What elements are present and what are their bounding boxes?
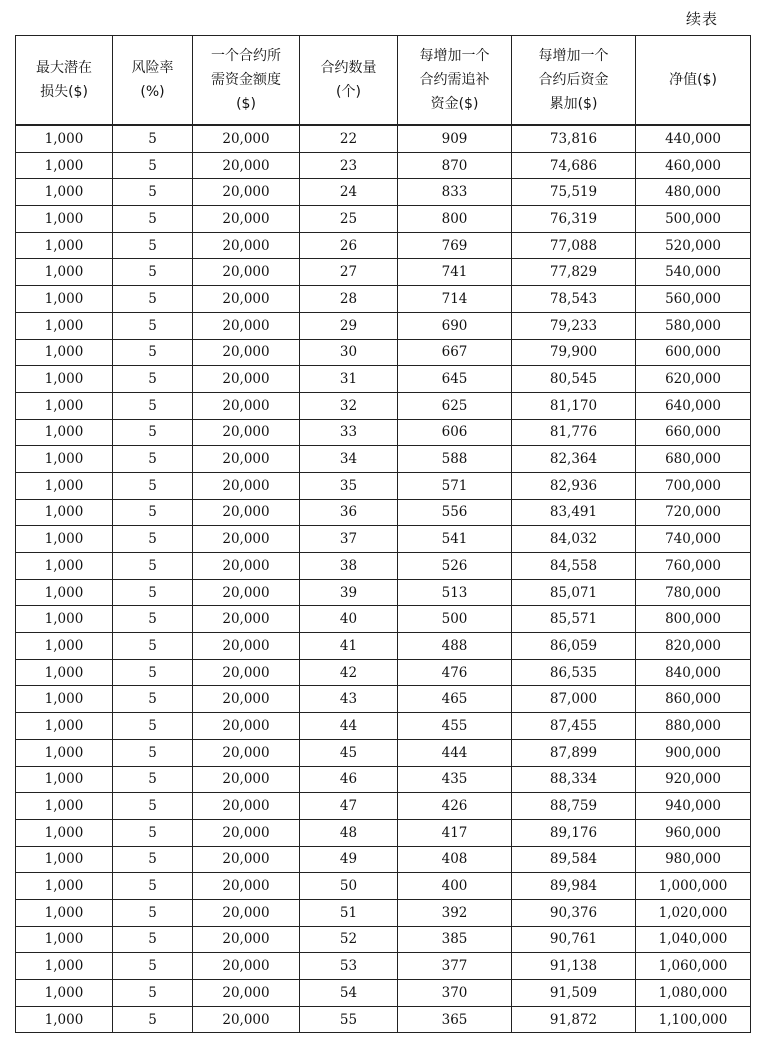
cell-risk-rate: 5: [113, 419, 193, 446]
cell-max-potential-loss: 1,000: [16, 206, 113, 233]
cell-max-potential-loss: 1,000: [16, 980, 113, 1007]
cell-max-potential-loss: 1,000: [16, 499, 113, 526]
table-row: [16, 793, 751, 820]
cell-max-potential-loss: 1,000: [16, 659, 113, 686]
cell-contract-count: 30: [300, 339, 398, 366]
cell-risk-rate: 5: [113, 793, 193, 820]
table-row: [16, 232, 751, 259]
cell-contract-count: 23: [300, 152, 398, 179]
cell-contract-count: 43: [300, 686, 398, 713]
cell-contract-count: 47: [300, 793, 398, 820]
cell-additional-capital: 500: [398, 606, 512, 633]
cell-additional-capital: 870: [398, 152, 512, 179]
cell-additional-capital: 667: [398, 339, 512, 366]
cell-contract-count: 32: [300, 392, 398, 419]
cell-max-potential-loss: 1,000: [16, 152, 113, 179]
cell-contract-count: 52: [300, 926, 398, 953]
cell-max-potential-loss: 1,000: [16, 366, 113, 393]
cell-capital-per-contract: 20,000: [193, 899, 300, 926]
cell-net-value: 840,000: [636, 659, 751, 686]
table-row: [16, 286, 751, 313]
table-row: [16, 419, 751, 446]
table-row: [16, 259, 751, 286]
cell-cumulative-capital: 90,761: [512, 926, 636, 953]
cell-max-potential-loss: 1,000: [16, 312, 113, 339]
cell-risk-rate: 5: [113, 259, 193, 286]
cell-net-value: 920,000: [636, 766, 751, 793]
cell-cumulative-capital: 85,071: [512, 579, 636, 606]
cell-contract-count: 49: [300, 846, 398, 873]
contract-capital-table: [15, 35, 751, 1033]
cell-capital-per-contract: 20,000: [193, 579, 300, 606]
cell-net-value: 940,000: [636, 793, 751, 820]
cell-net-value: 1,040,000: [636, 926, 751, 953]
cell-capital-per-contract: 20,000: [193, 419, 300, 446]
cell-cumulative-capital: 74,686: [512, 152, 636, 179]
cell-cumulative-capital: 77,088: [512, 232, 636, 259]
cell-cumulative-capital: 84,032: [512, 526, 636, 553]
cell-capital-per-contract: 20,000: [193, 446, 300, 473]
table-row: [16, 179, 751, 206]
cell-risk-rate: 5: [113, 472, 193, 499]
cell-risk-rate: 5: [113, 873, 193, 900]
cell-net-value: 500,000: [636, 206, 751, 233]
table-row: [16, 472, 751, 499]
cell-risk-rate: 5: [113, 499, 193, 526]
cell-cumulative-capital: 91,138: [512, 953, 636, 980]
table-row: [16, 873, 751, 900]
cell-contract-count: 33: [300, 419, 398, 446]
cell-max-potential-loss: 1,000: [16, 472, 113, 499]
cell-risk-rate: 5: [113, 980, 193, 1007]
cell-net-value: 600,000: [636, 339, 751, 366]
cell-capital-per-contract: 20,000: [193, 499, 300, 526]
cell-max-potential-loss: 1,000: [16, 633, 113, 660]
cell-capital-per-contract: 20,000: [193, 980, 300, 1007]
cell-capital-per-contract: 20,000: [193, 766, 300, 793]
cell-contract-count: 44: [300, 713, 398, 740]
cell-risk-rate: 5: [113, 579, 193, 606]
cell-capital-per-contract: 20,000: [193, 793, 300, 820]
cell-contract-count: 42: [300, 659, 398, 686]
cell-additional-capital: 465: [398, 686, 512, 713]
table-row: [16, 206, 751, 233]
cell-additional-capital: 571: [398, 472, 512, 499]
cell-capital-per-contract: 20,000: [193, 125, 300, 152]
cell-capital-per-contract: 20,000: [193, 366, 300, 393]
cell-cumulative-capital: 87,000: [512, 686, 636, 713]
table-row: [16, 659, 751, 686]
cell-risk-rate: 5: [113, 899, 193, 926]
table-row: [16, 446, 751, 473]
cell-contract-count: 50: [300, 873, 398, 900]
cell-max-potential-loss: 1,000: [16, 526, 113, 553]
table-row: [16, 392, 751, 419]
cell-additional-capital: 392: [398, 899, 512, 926]
cell-net-value: 980,000: [636, 846, 751, 873]
cell-max-potential-loss: 1,000: [16, 232, 113, 259]
cell-net-value: 580,000: [636, 312, 751, 339]
cell-net-value: 700,000: [636, 472, 751, 499]
cell-additional-capital: 741: [398, 259, 512, 286]
cell-contract-count: 40: [300, 606, 398, 633]
cell-risk-rate: 5: [113, 926, 193, 953]
cell-net-value: 680,000: [636, 446, 751, 473]
cell-risk-rate: 5: [113, 339, 193, 366]
cell-additional-capital: 606: [398, 419, 512, 446]
cell-risk-rate: 5: [113, 739, 193, 766]
header-contract-count: 合约数量 (个): [300, 36, 398, 126]
cell-max-potential-loss: 1,000: [16, 819, 113, 846]
cell-contract-count: 25: [300, 206, 398, 233]
cell-contract-count: 38: [300, 553, 398, 580]
table-row: [16, 339, 751, 366]
cell-capital-per-contract: 20,000: [193, 739, 300, 766]
cell-contract-count: 53: [300, 953, 398, 980]
cell-net-value: 440,000: [636, 125, 751, 152]
cell-net-value: 780,000: [636, 579, 751, 606]
cell-max-potential-loss: 1,000: [16, 713, 113, 740]
cell-additional-capital: 645: [398, 366, 512, 393]
cell-net-value: 960,000: [636, 819, 751, 846]
cell-contract-count: 54: [300, 980, 398, 1007]
cell-max-potential-loss: 1,000: [16, 899, 113, 926]
cell-contract-count: 35: [300, 472, 398, 499]
cell-net-value: 740,000: [636, 526, 751, 553]
table-row: [16, 713, 751, 740]
cell-capital-per-contract: 20,000: [193, 259, 300, 286]
cell-cumulative-capital: 73,816: [512, 125, 636, 152]
cell-contract-count: 28: [300, 286, 398, 313]
cell-capital-per-contract: 20,000: [193, 953, 300, 980]
cell-additional-capital: 541: [398, 526, 512, 553]
cell-additional-capital: 435: [398, 766, 512, 793]
cell-additional-capital: 444: [398, 739, 512, 766]
table-body: [16, 125, 751, 1033]
cell-net-value: 820,000: [636, 633, 751, 660]
cell-max-potential-loss: 1,000: [16, 392, 113, 419]
cell-net-value: 520,000: [636, 232, 751, 259]
cell-capital-per-contract: 20,000: [193, 846, 300, 873]
cell-contract-count: 51: [300, 899, 398, 926]
cell-cumulative-capital: 84,558: [512, 553, 636, 580]
cell-max-potential-loss: 1,000: [16, 579, 113, 606]
cell-capital-per-contract: 20,000: [193, 392, 300, 419]
table-row: [16, 553, 751, 580]
cell-cumulative-capital: 90,376: [512, 899, 636, 926]
cell-net-value: 900,000: [636, 739, 751, 766]
table-row: [16, 980, 751, 1007]
cell-risk-rate: 5: [113, 206, 193, 233]
cell-additional-capital: 365: [398, 1006, 512, 1033]
cell-additional-capital: 588: [398, 446, 512, 473]
cell-risk-rate: 5: [113, 392, 193, 419]
cell-net-value: 860,000: [636, 686, 751, 713]
cell-capital-per-contract: 20,000: [193, 286, 300, 313]
cell-capital-per-contract: 20,000: [193, 312, 300, 339]
cell-risk-rate: 5: [113, 606, 193, 633]
cell-max-potential-loss: 1,000: [16, 259, 113, 286]
cell-cumulative-capital: 88,759: [512, 793, 636, 820]
cell-net-value: 560,000: [636, 286, 751, 313]
table-row: [16, 606, 751, 633]
cell-additional-capital: 833: [398, 179, 512, 206]
cell-net-value: 1,020,000: [636, 899, 751, 926]
cell-risk-rate: 5: [113, 633, 193, 660]
header-additional-capital: 每增加一个 合约需追补 资金($): [398, 36, 512, 126]
cell-capital-per-contract: 20,000: [193, 926, 300, 953]
table-row: [16, 686, 751, 713]
cell-cumulative-capital: 81,776: [512, 419, 636, 446]
cell-cumulative-capital: 82,936: [512, 472, 636, 499]
cell-additional-capital: 455: [398, 713, 512, 740]
table-row: [16, 499, 751, 526]
cell-max-potential-loss: 1,000: [16, 125, 113, 152]
cell-max-potential-loss: 1,000: [16, 766, 113, 793]
header-max-potential-loss: 最大潜在 损失($): [16, 36, 113, 126]
cell-risk-rate: 5: [113, 953, 193, 980]
cell-cumulative-capital: 85,571: [512, 606, 636, 633]
cell-cumulative-capital: 88,334: [512, 766, 636, 793]
cell-max-potential-loss: 1,000: [16, 606, 113, 633]
table-row: [16, 152, 751, 179]
cell-risk-rate: 5: [113, 526, 193, 553]
cell-max-potential-loss: 1,000: [16, 686, 113, 713]
cell-capital-per-contract: 20,000: [193, 606, 300, 633]
cell-cumulative-capital: 83,491: [512, 499, 636, 526]
cell-capital-per-contract: 20,000: [193, 819, 300, 846]
cell-capital-per-contract: 20,000: [193, 633, 300, 660]
cell-additional-capital: 526: [398, 553, 512, 580]
table-row: [16, 766, 751, 793]
cell-contract-count: 55: [300, 1006, 398, 1033]
cell-risk-rate: 5: [113, 286, 193, 313]
cell-cumulative-capital: 76,319: [512, 206, 636, 233]
cell-capital-per-contract: 20,000: [193, 179, 300, 206]
cell-cumulative-capital: 79,233: [512, 312, 636, 339]
cell-additional-capital: 370: [398, 980, 512, 1007]
cell-net-value: 480,000: [636, 179, 751, 206]
cell-contract-count: 46: [300, 766, 398, 793]
cell-net-value: 540,000: [636, 259, 751, 286]
cell-max-potential-loss: 1,000: [16, 419, 113, 446]
cell-capital-per-contract: 20,000: [193, 339, 300, 366]
cell-cumulative-capital: 82,364: [512, 446, 636, 473]
cell-max-potential-loss: 1,000: [16, 793, 113, 820]
header-capital-per-contract: 一个合约所 需资金额度 ($): [193, 36, 300, 126]
cell-cumulative-capital: 89,984: [512, 873, 636, 900]
cell-risk-rate: 5: [113, 366, 193, 393]
cell-cumulative-capital: 75,519: [512, 179, 636, 206]
cell-risk-rate: 5: [113, 179, 193, 206]
table-row: [16, 366, 751, 393]
cell-risk-rate: 5: [113, 232, 193, 259]
cell-additional-capital: 377: [398, 953, 512, 980]
cell-contract-count: 31: [300, 366, 398, 393]
cell-additional-capital: 513: [398, 579, 512, 606]
table-row: [16, 739, 751, 766]
cell-capital-per-contract: 20,000: [193, 152, 300, 179]
table-header: [16, 36, 751, 126]
cell-max-potential-loss: 1,000: [16, 446, 113, 473]
cell-capital-per-contract: 20,000: [193, 713, 300, 740]
cell-cumulative-capital: 91,509: [512, 980, 636, 1007]
cell-cumulative-capital: 81,170: [512, 392, 636, 419]
cell-net-value: 460,000: [636, 152, 751, 179]
cell-risk-rate: 5: [113, 553, 193, 580]
cell-net-value: 1,060,000: [636, 953, 751, 980]
cell-cumulative-capital: 89,584: [512, 846, 636, 873]
cell-contract-count: 39: [300, 579, 398, 606]
table-row: [16, 1006, 751, 1033]
cell-max-potential-loss: 1,000: [16, 339, 113, 366]
cell-contract-count: 41: [300, 633, 398, 660]
cell-additional-capital: 556: [398, 499, 512, 526]
cell-max-potential-loss: 1,000: [16, 926, 113, 953]
cell-risk-rate: 5: [113, 846, 193, 873]
cell-cumulative-capital: 80,545: [512, 366, 636, 393]
cell-contract-count: 34: [300, 446, 398, 473]
cell-cumulative-capital: 87,455: [512, 713, 636, 740]
cell-capital-per-contract: 20,000: [193, 1006, 300, 1033]
cell-capital-per-contract: 20,000: [193, 873, 300, 900]
cell-additional-capital: 625: [398, 392, 512, 419]
cell-risk-rate: 5: [113, 125, 193, 152]
cell-risk-rate: 5: [113, 1006, 193, 1033]
cell-contract-count: 24: [300, 179, 398, 206]
table-row: [16, 579, 751, 606]
table-row: [16, 953, 751, 980]
cell-net-value: 880,000: [636, 713, 751, 740]
table-row: [16, 846, 751, 873]
table-row: [16, 926, 751, 953]
table-row: [16, 526, 751, 553]
cell-additional-capital: 769: [398, 232, 512, 259]
cell-contract-count: 48: [300, 819, 398, 846]
cell-net-value: 1,100,000: [636, 1006, 751, 1033]
cell-risk-rate: 5: [113, 819, 193, 846]
cell-cumulative-capital: 78,543: [512, 286, 636, 313]
cell-additional-capital: 690: [398, 312, 512, 339]
cell-additional-capital: 426: [398, 793, 512, 820]
cell-capital-per-contract: 20,000: [193, 232, 300, 259]
cell-net-value: 640,000: [636, 392, 751, 419]
cell-risk-rate: 5: [113, 152, 193, 179]
cell-additional-capital: 714: [398, 286, 512, 313]
cell-cumulative-capital: 77,829: [512, 259, 636, 286]
cell-cumulative-capital: 86,535: [512, 659, 636, 686]
cell-contract-count: 45: [300, 739, 398, 766]
cell-additional-capital: 800: [398, 206, 512, 233]
table-row: [16, 312, 751, 339]
cell-risk-rate: 5: [113, 659, 193, 686]
cell-contract-count: 22: [300, 125, 398, 152]
cell-contract-count: 27: [300, 259, 398, 286]
cell-net-value: 720,000: [636, 499, 751, 526]
cell-max-potential-loss: 1,000: [16, 739, 113, 766]
cell-max-potential-loss: 1,000: [16, 846, 113, 873]
cell-max-potential-loss: 1,000: [16, 179, 113, 206]
cell-cumulative-capital: 79,900: [512, 339, 636, 366]
cell-net-value: 800,000: [636, 606, 751, 633]
cell-capital-per-contract: 20,000: [193, 553, 300, 580]
cell-additional-capital: 385: [398, 926, 512, 953]
cell-capital-per-contract: 20,000: [193, 206, 300, 233]
cell-contract-count: 29: [300, 312, 398, 339]
cell-additional-capital: 400: [398, 873, 512, 900]
cell-additional-capital: 417: [398, 819, 512, 846]
cell-cumulative-capital: 86,059: [512, 633, 636, 660]
table-continued-caption: 续表: [685, 10, 718, 28]
table-row: [16, 633, 751, 660]
cell-max-potential-loss: 1,000: [16, 873, 113, 900]
cell-additional-capital: 408: [398, 846, 512, 873]
header-row: [16, 36, 751, 126]
cell-capital-per-contract: 20,000: [193, 659, 300, 686]
cell-max-potential-loss: 1,000: [16, 286, 113, 313]
cell-net-value: 660,000: [636, 419, 751, 446]
cell-contract-count: 26: [300, 232, 398, 259]
cell-contract-count: 37: [300, 526, 398, 553]
cell-net-value: 760,000: [636, 553, 751, 580]
table-row: [16, 125, 751, 152]
cell-net-value: 1,080,000: [636, 980, 751, 1007]
cell-cumulative-capital: 87,899: [512, 739, 636, 766]
cell-additional-capital: 488: [398, 633, 512, 660]
cell-risk-rate: 5: [113, 713, 193, 740]
header-risk-rate: 风险率 (%): [113, 36, 193, 126]
cell-net-value: 1,000,000: [636, 873, 751, 900]
cell-net-value: 620,000: [636, 366, 751, 393]
cell-max-potential-loss: 1,000: [16, 953, 113, 980]
cell-capital-per-contract: 20,000: [193, 686, 300, 713]
cell-cumulative-capital: 89,176: [512, 819, 636, 846]
table-row: [16, 899, 751, 926]
cell-cumulative-capital: 91,872: [512, 1006, 636, 1033]
cell-max-potential-loss: 1,000: [16, 553, 113, 580]
table-row: [16, 819, 751, 846]
cell-risk-rate: 5: [113, 312, 193, 339]
cell-risk-rate: 5: [113, 686, 193, 713]
cell-risk-rate: 5: [113, 446, 193, 473]
cell-capital-per-contract: 20,000: [193, 526, 300, 553]
cell-capital-per-contract: 20,000: [193, 472, 300, 499]
cell-contract-count: 36: [300, 499, 398, 526]
header-net-value: 净值($): [636, 36, 751, 126]
header-cumulative-capital: 每增加一个 合约后资金 累加($): [512, 36, 636, 126]
cell-additional-capital: 909: [398, 125, 512, 152]
cell-risk-rate: 5: [113, 766, 193, 793]
cell-max-potential-loss: 1,000: [16, 1006, 113, 1033]
cell-additional-capital: 476: [398, 659, 512, 686]
